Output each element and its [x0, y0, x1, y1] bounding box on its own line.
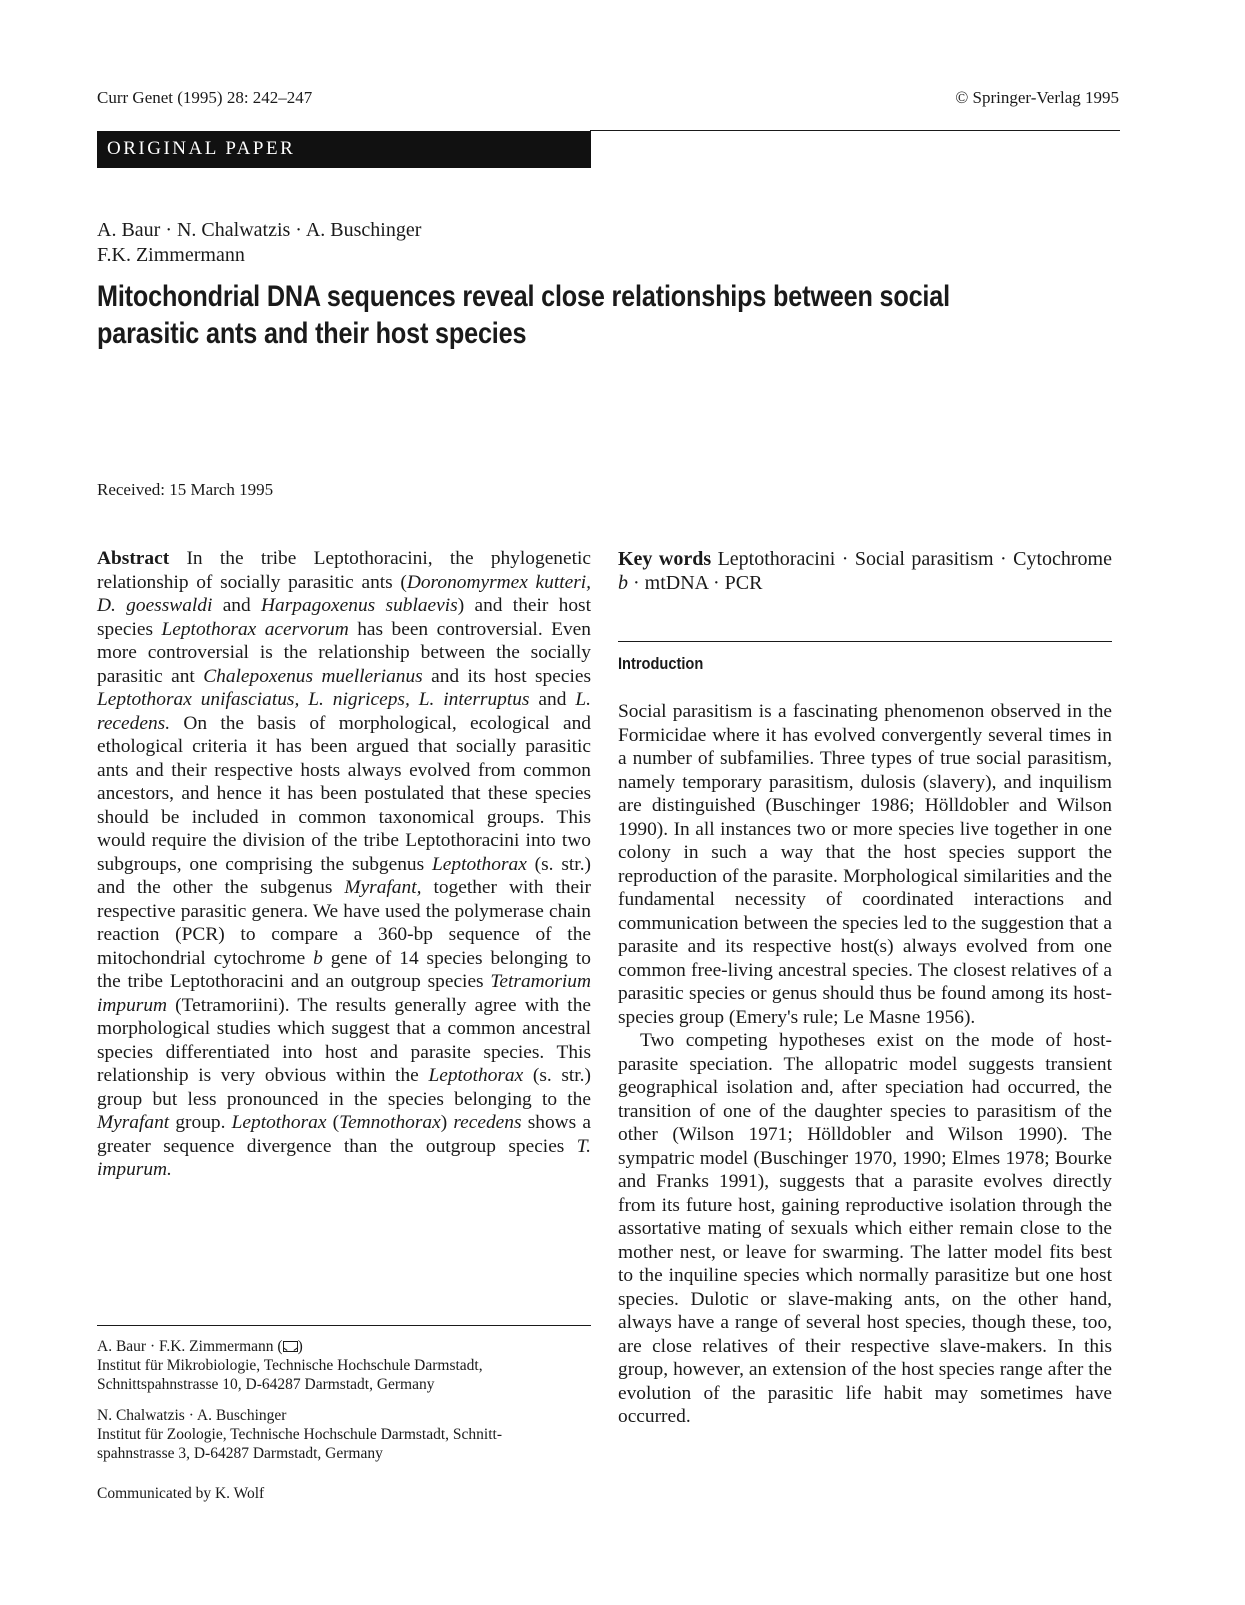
affiliation-1-institute: Institut für Mikrobiologie, Technische Hochschule Darmstadt,: [97, 1357, 483, 1374]
author-line-1: A. Baur · N. Chalwatzis · A. Buschinger: [97, 219, 422, 241]
keywords-italic: b: [618, 572, 628, 594]
keywords-label: Key words: [618, 548, 712, 570]
species-name: T. impurum.: [97, 1135, 591, 1180]
footnote-rule: [97, 1325, 591, 1326]
abstract-text: ): [440, 1112, 454, 1133]
abstract-text: together with their respective parasitic genera. We have used the polymerase chain reaction (PCR) to compare a 360-bp sequence of the mitochondrial cytochrome: [97, 877, 591, 969]
abstract-text: and: [212, 595, 262, 616]
abstract-text: shows a greater sequence divergence than the outgroup species: [97, 1112, 591, 1157]
species-name: Leptothorax: [432, 853, 527, 875]
species-name: Leptothorax unifasciatus, L. nigriceps, L. interruptus: [97, 689, 530, 710]
title-line-2: parasitic ants and their host species: [97, 317, 527, 350]
paper-title: [97, 278, 962, 352]
introduction-body: [618, 700, 1112, 1429]
abstract-text: (: [326, 1112, 340, 1133]
affiliation-bracket: ): [297, 1338, 303, 1355]
species-name: Leptothorax: [231, 1112, 327, 1133]
species-name: recedens: [453, 1112, 522, 1133]
affiliation-2-institute: Institut für Zoologie, Technische Hochschule Darmstadt, Schnitt-: [97, 1426, 502, 1443]
abstract-text: On the basis of morphological, ecological and ethological criteria it has been argued that socially parasitic ants and their respective hosts always evolved from common ancestors, and hence it has been postulated that these species should be included in common taxonomical groups. This would require the division of the tribe Leptothoracini into two subgroups, one comprising the subgenus: [97, 712, 591, 875]
gene-name: b: [313, 947, 323, 969]
affiliation-2-address: spahnstrasse 3, D-64287 Darmstadt, Germany: [97, 1445, 383, 1462]
journal-citation: Curr Genet (1995) 28: 242–247: [97, 88, 313, 107]
communicated-by: Communicated by K. Wolf: [97, 1485, 265, 1502]
affiliation-1: [97, 1337, 591, 1394]
title-line-1: Mitochondrial DNA sequences reveal close relationships between social: [97, 280, 950, 313]
author-line-2: F.K. Zimmermann: [97, 244, 245, 266]
abstract-text: and its host species: [422, 665, 591, 687]
section-rule: [618, 641, 1112, 642]
species-name: Myrafant: [97, 1112, 170, 1133]
species-name: Harpagoxenus sublaevis: [261, 595, 458, 616]
affiliation-1-address: Schnittspahnstrasse 10, D-64287 Darmstadt, Germany: [97, 1376, 435, 1393]
keywords-text: · mtDNA · PCR: [628, 572, 763, 594]
intro-paragraph-1: Social parasitism is a fascinating phenomenon observed in the Formicidae where it has evolved convergently several times in a number of subfamilies. Three types of true social parasitism, namely temporary parasitism, dulosis (slavery), and inquilism are distinguished (Buschinger 1986; Hölldobler and Wilson 1990). In all instances two or more species live together in one colony in such a way that the host species support the reproduction of the parasite. Morphological similarities and the fundamental necessity of coordinated interactions and communication between the species led to the suggestion that a parasite and its respective host(s) always evolved from one common free-living ancestral species. The closest relatives of a parasitic species or genus should thus be found among its host-species group (Emery's rule; Le Masne 1956).: [618, 701, 1112, 1028]
header-rule: [590, 130, 1120, 131]
affiliation-names: A. Baur · F.K. Zimmermann (: [97, 1338, 283, 1355]
abstract-text: and: [529, 689, 576, 710]
abstract-text: has been controversial. Even more controversial is the relationship between the socially parasitic ant: [97, 618, 591, 687]
introduction-heading: Introduction: [618, 654, 704, 673]
envelope-icon: [283, 1341, 298, 1352]
keywords-text: Leptothoracini · Social parasitism · Cytochrome: [711, 548, 1112, 570]
abstract-text: (s. str.) group but less pronounced in the species belonging to the: [97, 1065, 591, 1110]
copyright-notice: © Springer-Verlag 1995: [955, 88, 1119, 107]
species-name: Leptothorax acervorum: [161, 618, 349, 640]
abstract-text: ) and their host species: [97, 595, 591, 640]
abstract: [97, 547, 591, 1182]
abstract-text: (Tetramoriini). The results generally agree with the morphological studies which suggest that a common ancestral species differentiated into host and parasite species. This relationship is very obvious within the: [97, 994, 591, 1086]
species-name: Tetramorium impurum: [97, 971, 591, 1016]
species-name: Doronomyrmex kutteri, D. goesswaldi: [97, 571, 592, 616]
species-name: Chalepoxenus muellerianus: [203, 665, 423, 687]
affiliation-2: [97, 1406, 591, 1463]
intro-paragraph-2: Two competing hypotheses exist on the mode of host-parasite speciation. The allopatric model suggests transient geographical isolation and, after speciation had occurred, the transition of one of the daughter species to parasitism of the other (Wilson 1971; Hölldobler and Wilson 1990). The sympatric model (Buschinger 1970, 1990; Elmes 1978; Bourke and Franks 1991), suggests that a parasite evolves directly from its future host, gaining reproductive isolation through the assortative mating of sexuals which either remain close to the mother nest, or leave for swarming. The latter model fits best to the inquiline species which normally parasitize but one host species. Dulotic or slave-making ants, on the other hand, always have a range of several host species, though these, too, are close relatives of their respective slave-makers. In this group, however, an extension of the host species range after the evolution of the parasitic life habit may sometimes have occurred.: [618, 1030, 1112, 1427]
species-name: L. recedens.: [97, 689, 591, 734]
abstract-text: In the tribe Leptothoracini, the phylogenetic relationship of socially parasitic ants (: [97, 548, 591, 593]
species-name: Temnothorax: [339, 1112, 441, 1133]
received-date: Received: 15 March 1995: [97, 480, 274, 499]
affiliation-1-names: [97, 1337, 591, 1356]
species-name: Myrafant,: [344, 877, 422, 898]
abstract-text: (s. str.) and the other the subgenus: [97, 853, 591, 898]
author-list: [97, 218, 421, 268]
abstract-text: gene of 14 species belonging to the tribe Leptothoracini and an outgroup species: [97, 947, 591, 992]
keywords: [618, 547, 1112, 595]
original-paper-banner: ORIGINAL PAPER: [97, 131, 591, 168]
abstract-label: Abstract: [97, 548, 170, 569]
abstract-text: group.: [169, 1112, 232, 1133]
affiliation-2-names: N. Chalwatzis · A. Buschinger: [97, 1407, 287, 1424]
species-name: Leptothorax: [428, 1065, 524, 1086]
